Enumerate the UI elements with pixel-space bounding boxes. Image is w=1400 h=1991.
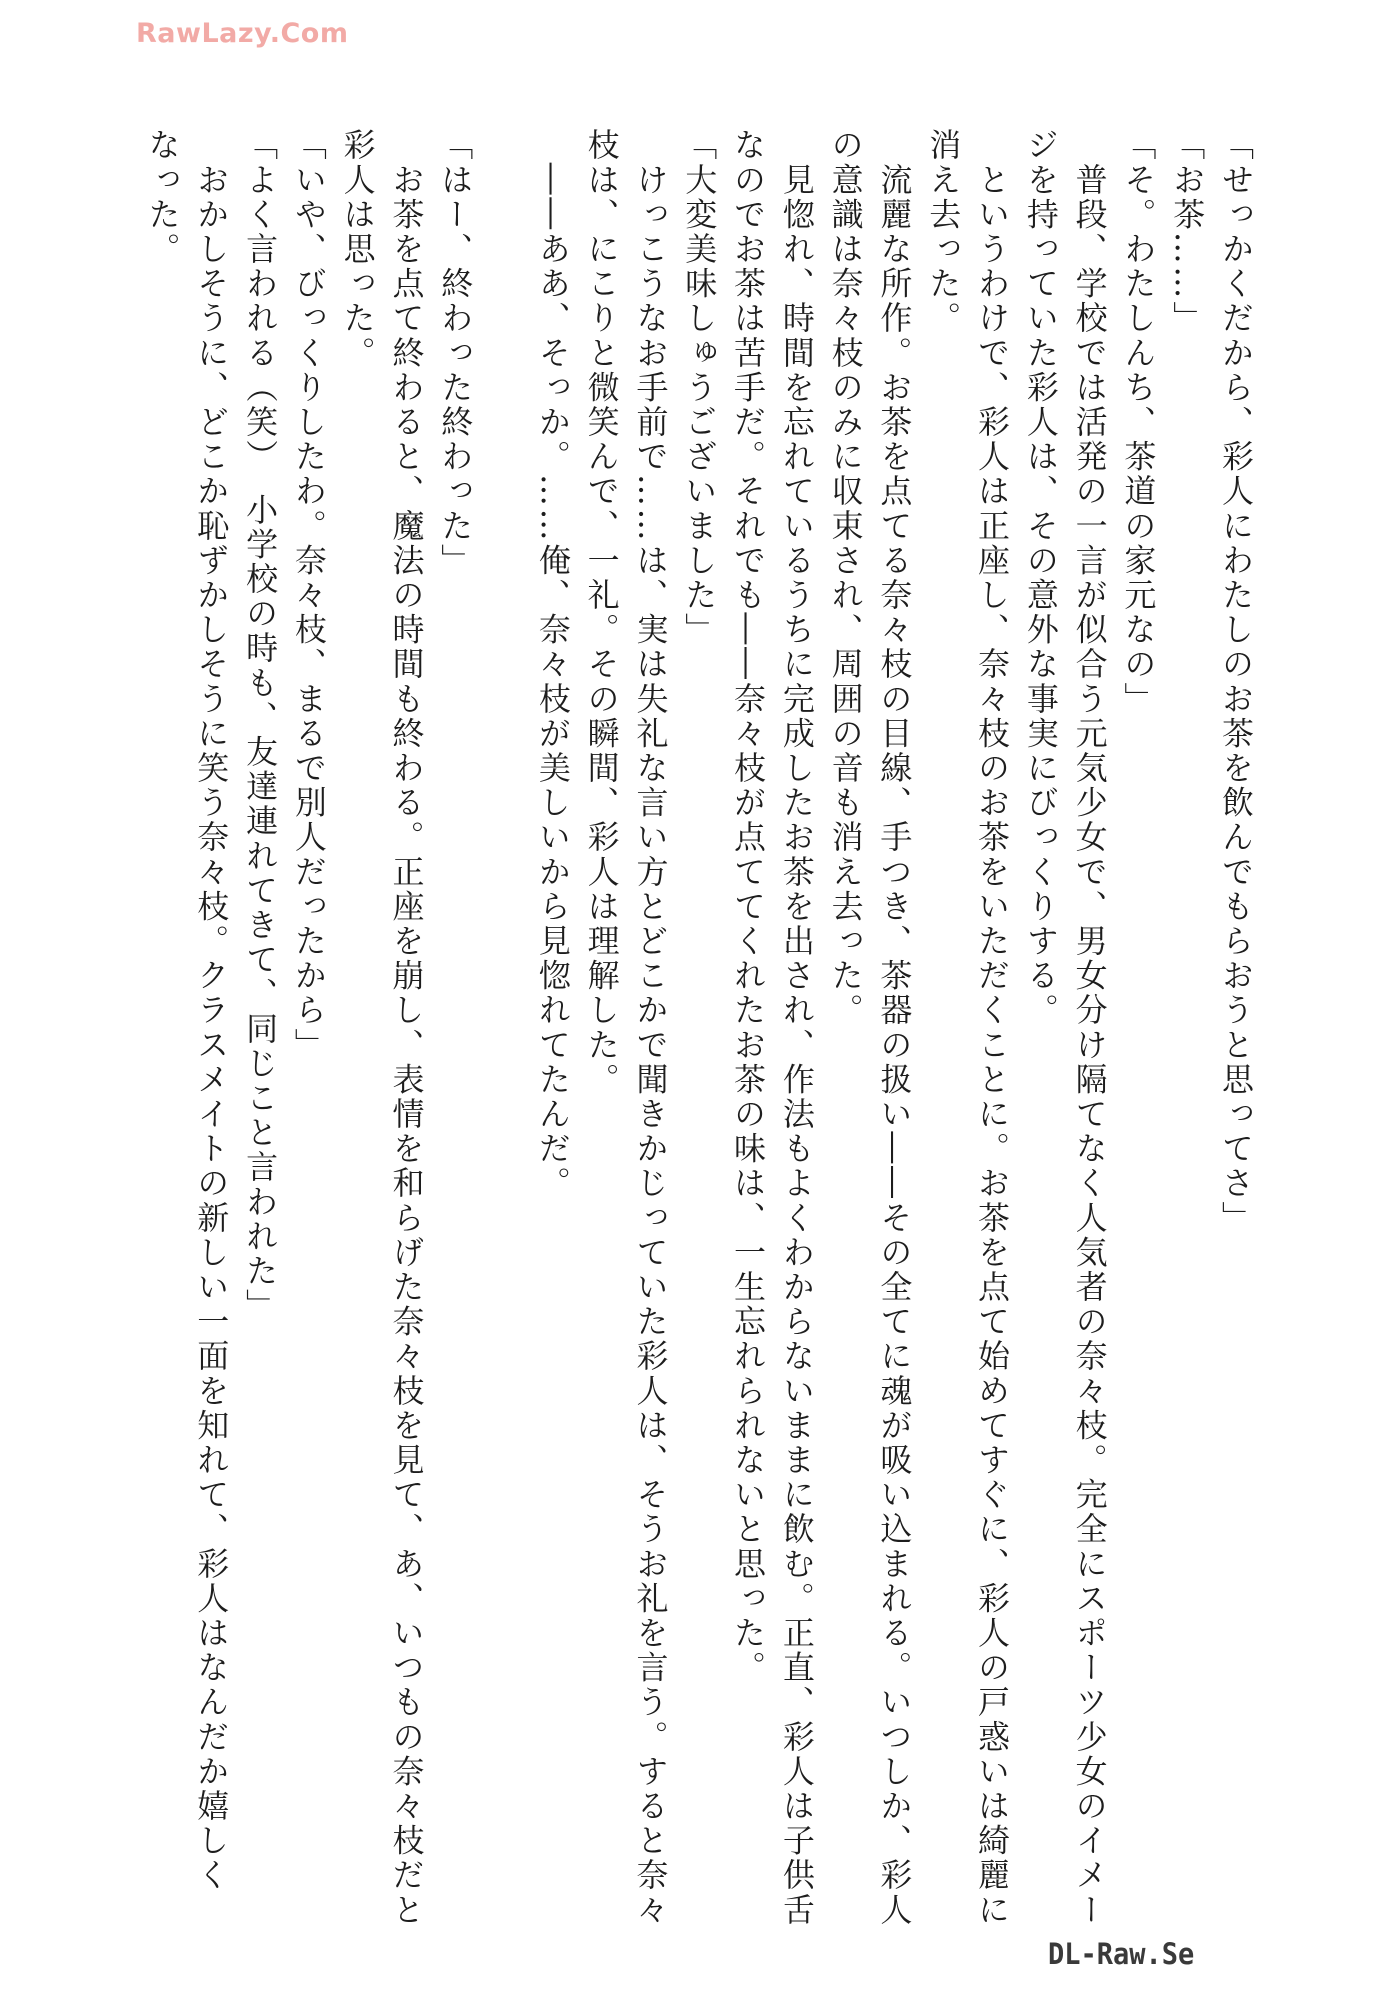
text-line: 「いや、びっくりしたわ。奈々枝、まるで別人だったから」 xyxy=(289,128,328,1063)
text-line: 流麗な所作。お茶を点てる奈々枝の目線、手つき、茶器の扱い――その全てに魂が吸い込まれる。いつしか、彩人 xyxy=(875,128,914,1928)
text-line: なった。 xyxy=(143,128,182,267)
text-line: 「大変美味しゅうございました」 xyxy=(680,128,719,647)
text-line: ジを持っていた彩人は、その意外な事実にびっくりする。 xyxy=(1021,128,1060,1028)
text-line: 「そ。わたしんち、茶道の家元なの」 xyxy=(1119,128,1158,717)
text-line: 枝は、にこりと微笑んで、一礼。その瞬間、彩人は理解した。 xyxy=(582,128,621,1097)
text-line: けっこうなお手前で……は、実は失礼な言い方とどこかで聞きかじっていた彩人は、そうお礼を言う。すると奈々 xyxy=(631,128,670,1928)
text-line: 「せっかくだから、彩人にわたしのお茶を飲んでもらおうと思ってさ」 xyxy=(1217,128,1255,1236)
text-line: 「はー、終わった終わった」 xyxy=(436,128,475,578)
text-line: なのでお茶は苦手だ。それでも――奈々枝が点ててくれたお茶の味は、一生忘れられないと思った。 xyxy=(729,128,768,1685)
text-line: というわけで、彩人は正座し、奈々枝のお茶をいただくことに。お茶を点て始めてすぐに、彩人の戸惑いは綺麗に xyxy=(973,128,1012,1928)
text-line: 普段、学校では活発の一言が似合う元気少女で、男女分け隔てなく人気者の奈々枝。完全にスポーツ少女のイメー xyxy=(1070,128,1109,1928)
watermark-rawlazy: RawLazy.Com xyxy=(136,18,349,49)
watermark-dlraw: DL-Raw.Se xyxy=(1048,1937,1195,1972)
blank-line xyxy=(479,128,528,1828)
text-line: 「よく言われる（笑） 小学校の時も、友達連れてきて、同じこと言われた」 xyxy=(241,128,280,1323)
text-line: 見惚れ、時間を忘れているうちに完成したお茶を出され、作法もよくわからないままに飲む。正直、彩人は子供舌 xyxy=(777,128,816,1928)
text-line: 消え去った。 xyxy=(924,128,963,336)
novel-text-body xyxy=(143,128,1260,1928)
text-line: 彩人は思った。 xyxy=(338,128,377,371)
text-line: お茶を点て終わると、魔法の時間も終わる。正座を崩し、表情を和らげた奈々枝を見て、あ、いつもの奈々枝だと xyxy=(387,128,426,1928)
text-line: 「お茶……」 xyxy=(1168,128,1207,336)
text-line: ――ああ、そっか。……俺、奈々枝が美しいから見惚れてたんだ。 xyxy=(533,128,572,1201)
text-line: の意識は奈々枝のみに収束され、周囲の音も消え去った。 xyxy=(826,128,865,1028)
text-line: おかしそうに、どこか恥ずかしそうに笑う奈々枝。クラスメイトの新しい一面を知れて、彩人はなんだか嬉しく xyxy=(192,128,231,1893)
